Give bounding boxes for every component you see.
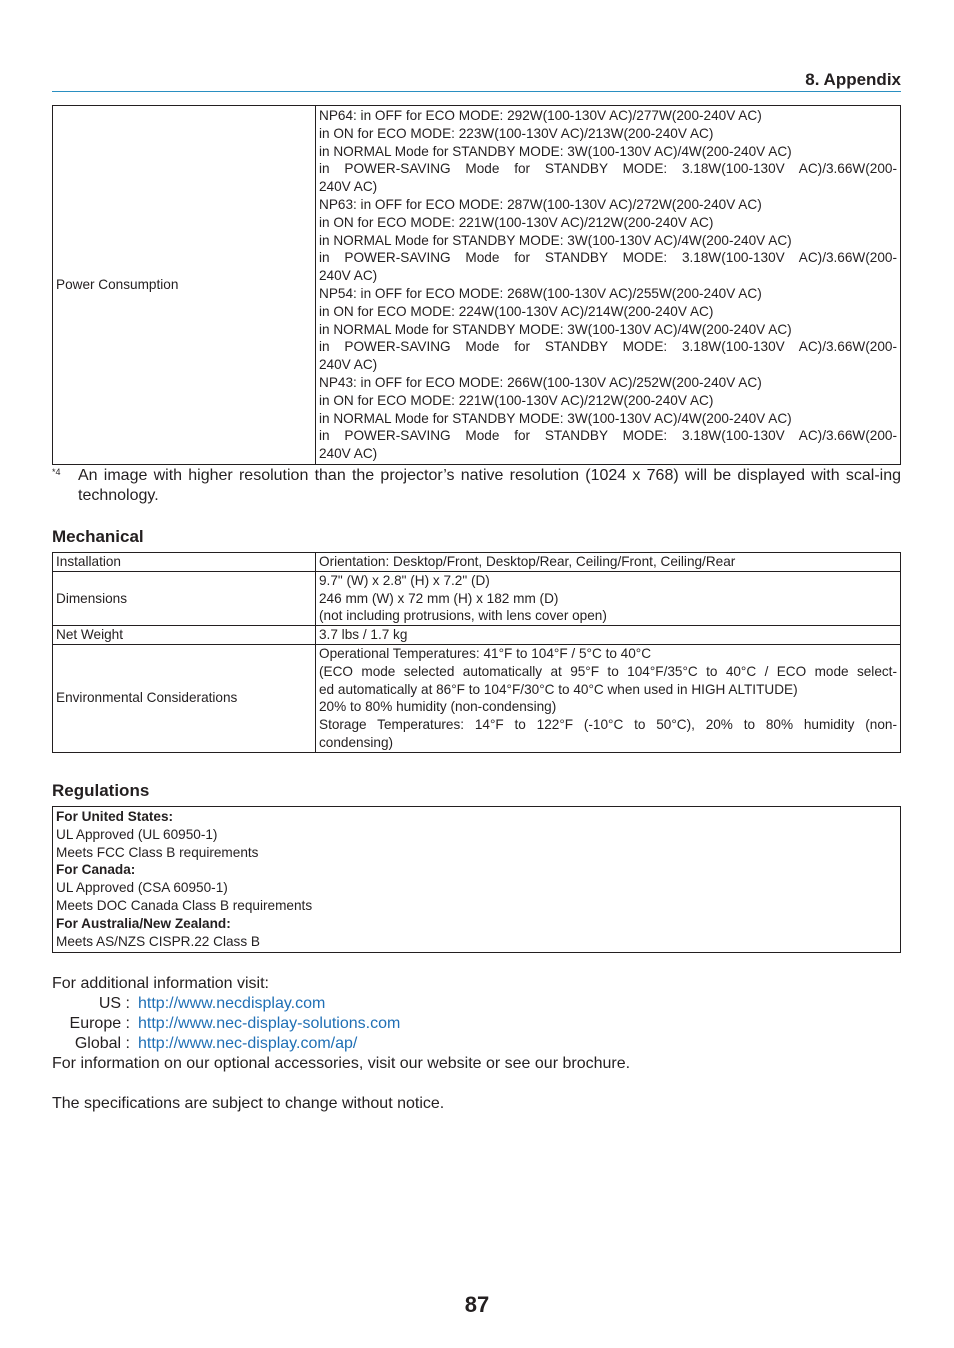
table-row: [53, 807, 901, 953]
power-value: [316, 106, 901, 465]
canada-title: For Canada:: [56, 862, 136, 878]
mechanical-heading: Mechanical: [52, 527, 144, 546]
europe-label: Europe :: [69, 1015, 130, 1032]
regulations-cell: [53, 807, 901, 953]
table-row: [53, 553, 901, 572]
power-line: 240V AC): [319, 179, 378, 195]
canada-line: Meets DOC Canada Class B requirements: [56, 897, 313, 913]
weight-value: 3.7 lbs / 1.7 kg: [316, 626, 901, 645]
power-line: in ON for ECO MODE: 221W(100-130V AC)/212W(200-240V AC): [319, 392, 714, 408]
notice-text: The specifications are subject to change without notice.: [52, 1095, 445, 1112]
power-line: in NORMAL Mode for STANDBY MODE: 3W(100-130V AC)/4W(200-240V AC): [319, 321, 792, 337]
dimensions-line: (not including protrusions, with lens cover open): [319, 608, 607, 624]
power-label: Power Consumption: [53, 106, 316, 465]
table-row: [53, 626, 901, 645]
power-line: 240V AC): [319, 446, 378, 462]
power-line: in ON for ECO MODE: 224W(100-130V AC)/214W(200-240V AC): [319, 303, 714, 319]
regulations-heading: Regulations: [52, 781, 150, 800]
environment-line: ed automatically at 86°F to 104°F/30°C to 40°C when used in HIGH ALTITUDE): [319, 681, 798, 697]
australia-line: Meets AS/NZS CISPR.22 Class B: [56, 933, 260, 949]
additional-info: [52, 974, 912, 1114]
dimensions-line: 9.7" (W) x 2.8" (H) x 7.2" (D): [319, 572, 490, 588]
canada-line: UL Approved (CSA 60950-1): [56, 880, 228, 896]
environment-line: (ECO mode selected automatically at 95°F to 104°F/35°C to 40°C / ECO mode select-: [319, 663, 897, 679]
environment-line: Operational Temperatures: 41°F to 104°F / 5°C to 40°C: [319, 645, 652, 661]
power-line: NP63: in OFF for ECO MODE: 287W(100-130V AC)/272W(200-240V AC): [319, 196, 762, 212]
environment-value: [316, 644, 901, 752]
dimensions-label: Dimensions: [53, 571, 316, 625]
power-line: in NORMAL Mode for STANDBY MODE: 3W(100-130V AC)/4W(200-240V AC): [319, 143, 792, 159]
table-row: [53, 644, 901, 752]
global-link-row: [52, 1034, 912, 1054]
environment-line: 20% to 80% humidity (non-condensing): [319, 699, 557, 715]
dimensions-value: [316, 571, 901, 625]
table-row: [53, 571, 901, 625]
footnote-text: An image with higher resolution than the projector’s native resolution (1024 x 768) will be displayed with scal-ing technology.: [78, 467, 901, 504]
power-line: in POWER-SAVING Mode for STANDBY MODE: 3.18W(100-130V AC)/3.66W(200-: [319, 339, 897, 355]
environment-line: condensing): [319, 734, 394, 750]
global-link[interactable]: http://www.nec-display.com/ap/: [138, 1035, 358, 1052]
australia-title: For Australia/New Zealand:: [56, 915, 231, 931]
power-line: in POWER-SAVING Mode for STANDBY MODE: 3.18W(100-130V AC)/3.66W(200-: [319, 161, 897, 177]
dimensions-line: 246 mm (W) x 72 mm (H) x 182 mm (D): [319, 590, 559, 606]
power-line: NP43: in OFF for ECO MODE: 266W(100-130V AC)/252W(200-240V AC): [319, 374, 762, 390]
us-link-row: [52, 994, 912, 1014]
power-line: NP54: in OFF for ECO MODE: 268W(100-130V AC)/255W(200-240V AC): [319, 285, 762, 301]
page-number: 87: [464, 1292, 490, 1317]
weight-label: Net Weight: [53, 626, 316, 645]
us-line: Meets FCC Class B requirements: [56, 844, 259, 860]
us-label: US :: [98, 995, 130, 1012]
accessories-text: For information on our optional accessories, visit our website or see our brochure.: [52, 1055, 631, 1072]
environment-label: Environmental Considerations: [53, 644, 316, 752]
installation-value: Orientation: Desktop/Front, Desktop/Rear, Ceiling/Front, Ceiling/Rear: [316, 553, 901, 572]
footnote-mark: *4: [52, 467, 61, 477]
power-line: in ON for ECO MODE: 221W(100-130V AC)/212W(200-240V AC): [319, 214, 714, 230]
header-rule: [52, 91, 901, 92]
power-line: in POWER-SAVING Mode for STANDBY MODE: 3.18W(100-130V AC)/3.66W(200-: [319, 250, 897, 266]
power-line: in ON for ECO MODE: 223W(100-130V AC)/213W(200-240V AC): [319, 125, 714, 141]
us-link[interactable]: http://www.necdisplay.com: [138, 995, 326, 1012]
installation-label: Installation: [53, 553, 316, 572]
power-line: 240V AC): [319, 268, 378, 284]
environment-line: Storage Temperatures: 14°F to 122°F (-10°C to 50°C), 20% to 80% humidity (non-: [319, 717, 897, 733]
regulations-table: [52, 806, 901, 953]
power-line: in POWER-SAVING Mode for STANDBY MODE: 3.18W(100-130V AC)/3.66W(200-: [319, 428, 897, 444]
power-line: in NORMAL Mode for STANDBY MODE: 3W(100-130V AC)/4W(200-240V AC): [319, 232, 792, 248]
us-title: For United States:: [56, 809, 174, 824]
europe-link[interactable]: http://www.nec-display-solutions.com: [138, 1015, 401, 1032]
power-row: [53, 106, 901, 465]
us-line: UL Approved (UL 60950-1): [56, 826, 218, 842]
footnote: [52, 466, 901, 506]
chapter-title: 8. Appendix: [805, 70, 901, 89]
power-line: in NORMAL Mode for STANDBY MODE: 3W(100-130V AC)/4W(200-240V AC): [319, 410, 792, 426]
global-label: Global :: [74, 1035, 130, 1052]
power-line: 240V AC): [319, 357, 378, 373]
spacer: [52, 1074, 912, 1094]
power-table: [52, 105, 901, 465]
mechanical-table: [52, 552, 901, 753]
europe-link-row: [52, 1014, 912, 1034]
info-intro: For additional information visit:: [52, 975, 269, 992]
power-line: NP64: in OFF for ECO MODE: 292W(100-130V AC)/277W(200-240V AC): [319, 108, 762, 123]
